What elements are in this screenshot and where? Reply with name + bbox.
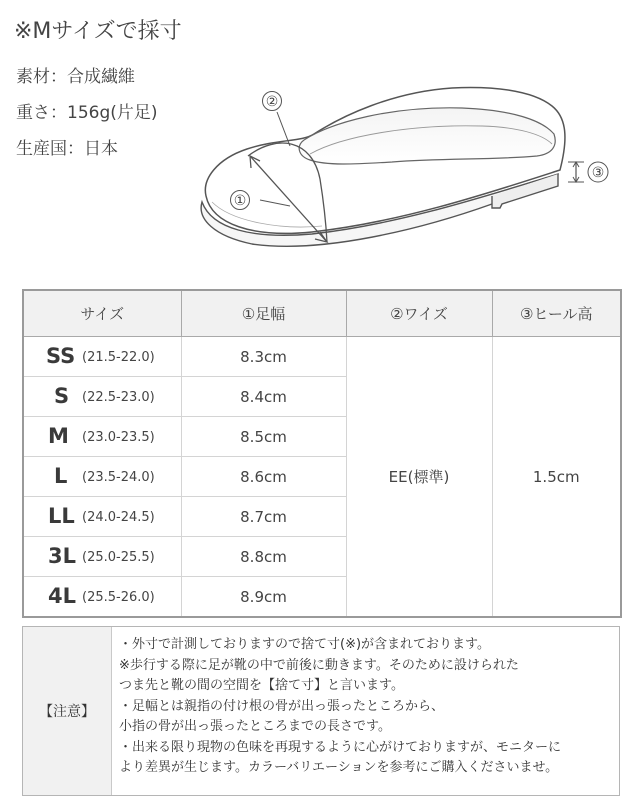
page-title: ※Mサイズで採寸 — [14, 19, 182, 44]
marker-2-label: ② — [265, 94, 279, 110]
size-table — [22, 289, 622, 618]
notes-line: ※歩行する際に足が靴の中で前後に動きます。そのために設けられた — [119, 657, 519, 673]
size-label: S — [54, 384, 70, 408]
wise-value: EE(標準) — [346, 337, 492, 618]
notes-line: ・出来る限り現物の色味を再現するように心がけておりますが、モニターに — [119, 739, 562, 755]
foot-width-value: 8.9cm — [181, 577, 346, 618]
header-heel-height: ③ヒール高 — [492, 290, 621, 337]
foot-width-value: 8.5cm — [181, 417, 346, 457]
header-wise: ②ワイズ — [346, 290, 492, 337]
size-range: (25.5-26.0) — [82, 590, 155, 605]
notes-line: つま先と靴の間の空間を【捨て寸】と言います。 — [119, 678, 404, 693]
size-label: M — [48, 424, 69, 448]
shoe-opening — [299, 108, 555, 164]
notes-body — [119, 635, 619, 779]
size-range: (21.5-22.0) — [82, 350, 155, 365]
size-cell — [23, 497, 181, 537]
size-cell — [23, 457, 181, 497]
foot-width-value: 8.7cm — [181, 497, 346, 537]
size-range: (23.0-23.5) — [82, 430, 155, 445]
heel-height-value: 1.5cm — [492, 337, 621, 618]
size-label: LL — [48, 504, 75, 528]
origin-spec: 生産国：日本 — [16, 139, 118, 159]
foot-width-value: 8.6cm — [181, 457, 346, 497]
size-cell — [23, 377, 181, 417]
notes-line: より差異が生じます。カラーバリエーションを参考にご購入くださいませ。 — [119, 760, 559, 775]
marker-3-label: ③ — [591, 165, 605, 181]
foot-width-value: 8.8cm — [181, 537, 346, 577]
size-label: 3L — [48, 544, 76, 568]
table-header-row — [23, 290, 621, 337]
notes-label: 【注意】 — [23, 627, 112, 795]
weight-spec: 重さ：156g(片足) — [16, 103, 158, 123]
marker-1-label: ① — [233, 193, 247, 209]
size-cell — [23, 537, 181, 577]
size-cell — [23, 417, 181, 457]
size-label: L — [54, 464, 68, 488]
size-range: (24.0-24.5) — [82, 510, 155, 525]
size-label: SS — [46, 344, 76, 368]
header-size: サイズ — [23, 290, 181, 337]
shoe-diagram — [192, 84, 622, 262]
notes-line: ・外寸で計測しておりますので捨て寸(※)が含まれております。 — [119, 637, 490, 652]
size-range: (25.0-25.5) — [82, 550, 155, 565]
notes-line: ・足幅とは親指の付け根の骨が出っ張ったところから、 — [119, 698, 445, 714]
size-label: 4L — [48, 584, 76, 608]
foot-width-value: 8.3cm — [181, 337, 346, 377]
size-cell — [23, 577, 181, 618]
size-range: (22.5-23.0) — [82, 390, 155, 405]
size-cell — [23, 337, 181, 377]
table-row — [23, 337, 621, 377]
foot-width-value: 8.4cm — [181, 377, 346, 417]
size-range: (23.5-24.0) — [82, 470, 155, 485]
notes-box — [22, 626, 620, 796]
material-spec: 素材：合成繊維 — [16, 67, 135, 87]
header-foot-width: ①足幅 — [181, 290, 346, 337]
notes-line: 小指の骨が出っ張ったところまでの長さです。 — [119, 719, 391, 734]
